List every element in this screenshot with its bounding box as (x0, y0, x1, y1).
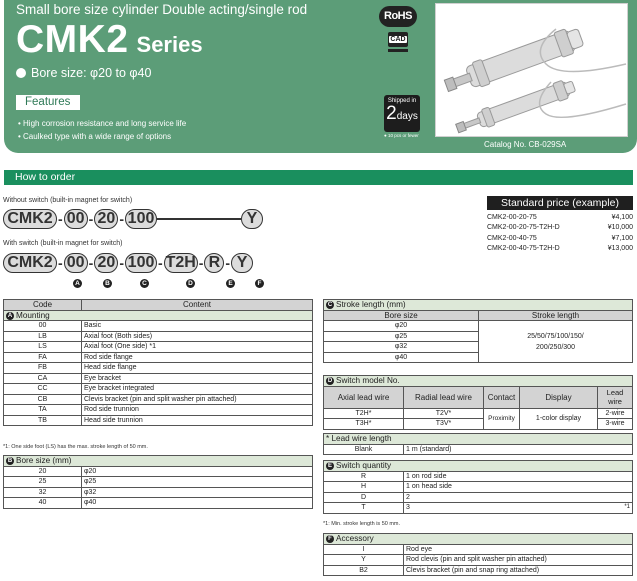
code-switch-qty: R (204, 253, 224, 273)
table-row: 32 φ32 (4, 487, 313, 498)
table-row: φ25 (324, 331, 633, 342)
table-row: FA Rod side flange (4, 352, 313, 363)
table-row: I Rod eye (324, 544, 633, 555)
marker-f-icon: F (326, 535, 334, 543)
group-bore-size: B Bore size (mm) (4, 456, 313, 467)
col-header-content: Content (82, 300, 313, 311)
code-series: CMK2 (3, 209, 57, 229)
table-row: LB Axial foot (Both sides) (4, 331, 313, 342)
code-stroke: 100 (125, 253, 157, 273)
marker-b-icon: B (103, 279, 112, 288)
catalog-number: Catalog No. CB-029SA (484, 140, 567, 149)
table-row: CC Eye bracket integrated (4, 384, 313, 395)
price-row: CMK2-00-40-75 ¥7,100 (487, 234, 633, 242)
price-title: Standard price (example) (487, 196, 633, 210)
code-mounting: 00 (64, 253, 88, 273)
price-row: CMK2-00-20-75 ¥4,100 (487, 214, 633, 221)
table-row: CB Clevis bracket (pin and split washer pin attached) (4, 394, 313, 405)
group-mounting: A Mounting (4, 310, 313, 321)
features-label: Features (16, 95, 80, 110)
shipped-label: Shipped in (387, 98, 417, 104)
table-row: 25 φ25 (4, 477, 313, 488)
marker-c-icon: C (327, 302, 333, 309)
with-switch-label: With switch (built-in magnet for switch) (3, 240, 123, 247)
table-row: CA Eye bracket (4, 373, 313, 384)
stroke-length-table: C Stroke length (mm) Bore size Stroke length φ20 25/50/75/100/150/ 200/250/300 φ25 φ32 φ40 (323, 299, 633, 363)
feature-item: • Caulked type with a wide range of options (18, 131, 172, 141)
price-row: CMK2-00-20-75-T2H-D ¥10,000 (487, 224, 633, 232)
without-switch-label: Without switch (built-in magnet for switch) (3, 197, 133, 204)
cylinder-illustration (436, 4, 629, 138)
cad-label: CAD (390, 36, 406, 43)
table-row: TA Rod side trunnion (4, 405, 313, 416)
marker-d-icon: D (327, 378, 333, 385)
bore-size-table (3, 455, 313, 509)
table-row: Y Rod clevis (pin and split washer pin attached) (324, 555, 633, 566)
switch-quantity-table (323, 460, 633, 514)
code-stroke: 100 (125, 209, 157, 229)
table-row: T 3 *1 (324, 503, 633, 514)
marker-e-icon: E (226, 279, 235, 288)
product-title (16, 18, 203, 62)
group-switch-model: D Switch model No. (324, 376, 633, 387)
accessory-table (323, 533, 633, 576)
table-row: 00 Basic (4, 321, 313, 332)
lead-wire-length-table (323, 433, 633, 455)
stroke-values: 25/50/75/100/150/ 200/250/300 (479, 321, 633, 363)
mounting-table (3, 299, 313, 426)
shipping-badge (384, 95, 420, 132)
table-row: Blank 1 m (standard) (324, 444, 633, 455)
marker-a-icon: A (73, 279, 82, 288)
group-accessory: F Accessory (324, 534, 633, 545)
series-name: CMK2 (16, 18, 129, 61)
code-switch: T2H (165, 254, 196, 271)
cad-icon[interactable] (388, 32, 408, 56)
col-header-code: Code (4, 300, 82, 311)
group-lead-wire-length: * Lead wire length (324, 434, 633, 445)
how-to-order-header: How to order (4, 170, 633, 185)
mounting-footnote: *1: One side foot (LS) has the max. stroke length of 50 mm. (3, 444, 148, 450)
table-row: B2 Clevis bracket (pin and snap ring attached) (324, 565, 633, 576)
marker-d-icon: D (186, 279, 195, 288)
marker-f-icon: F (255, 279, 264, 288)
standard-price-box (487, 196, 633, 254)
code-bore: 20 (94, 209, 118, 229)
price-row: CMK2-00-40-75-T2H-D ¥13,000 (487, 244, 633, 252)
table-row: φ20 25/50/75/100/150/ 200/250/300 (324, 321, 633, 332)
order-code-without-switch: CMK2 - 00 - 20 - 100 Y (3, 209, 263, 229)
rohs-badge: RoHS (379, 6, 417, 27)
bore-size-text: Bore size: φ20 to φ40 (31, 66, 152, 80)
product-photo (435, 3, 628, 137)
shipping-note: ● 10 pcs or fewer (384, 133, 419, 138)
table-row: T3H* T3V* 3-wire (324, 419, 633, 430)
code-series: CMK2 (3, 253, 57, 273)
code-bore: 20 (94, 253, 118, 273)
code-accessory: Y (241, 209, 263, 229)
code-mounting: 00 (64, 209, 88, 229)
shipped-days-number: 2 (386, 103, 397, 124)
marker-e-icon: E (327, 463, 332, 470)
features-list (18, 118, 186, 143)
group-switch-quantity: E Switch quantity (324, 461, 633, 472)
quantity-footnote: *1: Min. stroke length is 50 mm. (323, 521, 401, 527)
series-suffix: Series (136, 32, 203, 57)
table-row: 40 φ40 (4, 498, 313, 509)
marker-a-icon: A (7, 312, 13, 319)
group-stroke-length: C Stroke length (mm) (324, 300, 633, 311)
skip-line (157, 218, 241, 220)
table-row: φ32 (324, 342, 633, 353)
bullet-icon (16, 68, 26, 78)
table-row: 20 φ20 (4, 466, 313, 477)
table-row: TB Head side trunnion (4, 415, 313, 426)
table-row: H 1 on head side (324, 482, 633, 493)
product-subtitle: Small bore size cylinder Double acting/single rod (16, 2, 308, 17)
table-row: FB Head side flange (4, 363, 313, 374)
marker-b-icon: B (7, 458, 13, 465)
shipped-days-unit: days (396, 111, 418, 122)
table-row: R 1 on rod side (324, 471, 633, 482)
bore-size-line (16, 66, 151, 80)
table-row: T2H* T2V* Proximity 1-color display 2-wire (324, 408, 633, 419)
table-row: φ40 (324, 352, 633, 363)
table-row: D 2 (324, 492, 633, 503)
switch-model-table: D Switch model No. Axial lead wire Radial lead wire Contact Display Lead wire T2H* T2V* Proximity 1-color display 2-wire T3H* T3V* 3-wire (323, 375, 633, 430)
order-code-with-switch: CMK2 - 00 - 20 - 100 - T2H - R - Y (3, 253, 253, 273)
table-row: LS Axial foot (One side) *1 (4, 342, 313, 353)
code-accessory: Y (231, 253, 253, 273)
feature-item: • High corrosion resistance and long service life (18, 119, 187, 128)
marker-c-icon: C (140, 279, 149, 288)
